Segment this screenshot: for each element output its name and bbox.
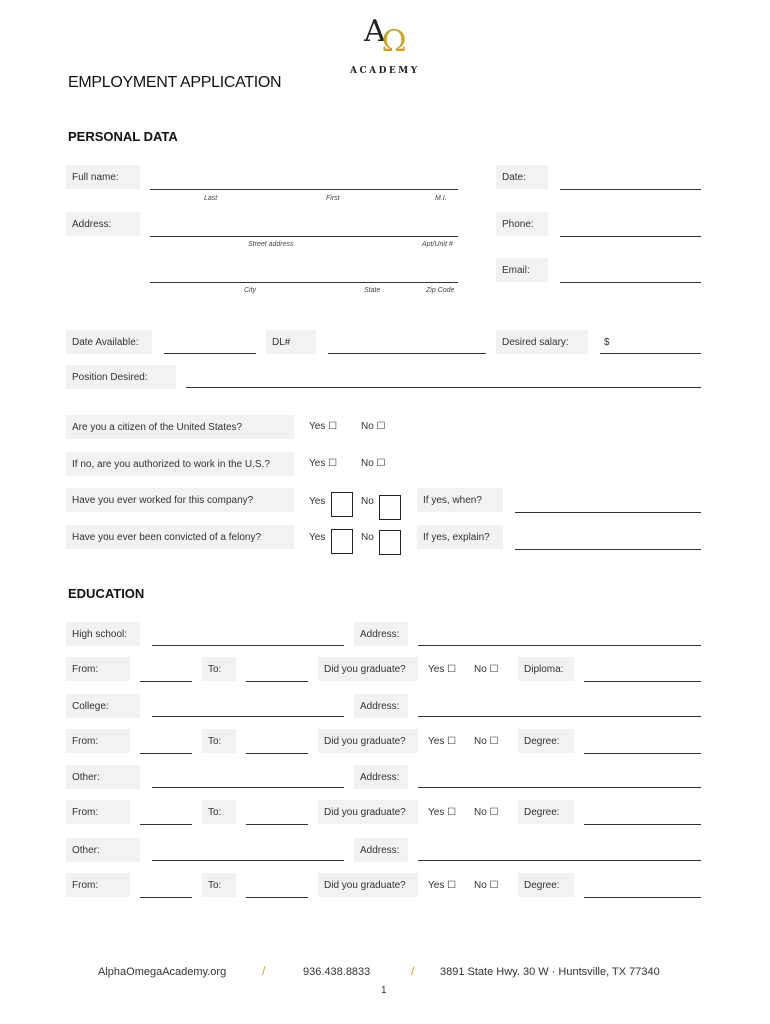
other1-from-label: From: <box>66 800 130 824</box>
desired-salary-label: Desired salary: <box>496 330 588 354</box>
dollar-sign: $ <box>604 337 610 348</box>
other2-degree-field[interactable] <box>584 897 701 898</box>
college-to-field[interactable] <box>246 753 308 754</box>
high-school-yes-checkbox[interactable]: Yes ☐ <box>428 664 457 675</box>
mi-sublabel: M.I. <box>435 195 447 202</box>
email-label: Email: <box>496 258 548 282</box>
other1-degree-field[interactable] <box>584 824 701 825</box>
other2-graduate-label: Did you graduate? <box>318 873 418 897</box>
position-desired-label: Position Desired: <box>66 365 176 389</box>
high-school-address-label: Address: <box>354 622 408 646</box>
high-school-field[interactable] <box>152 645 344 646</box>
other1-to-label: To: <box>202 800 236 824</box>
street-sublabel: Street address <box>248 241 294 248</box>
date-label: Date: <box>496 165 548 189</box>
other1-from-field[interactable] <box>140 824 192 825</box>
college-no-checkbox[interactable]: No ☐ <box>474 736 499 747</box>
other1-graduate-label: Did you graduate? <box>318 800 418 824</box>
diploma-field[interactable] <box>584 681 701 682</box>
other2-field[interactable] <box>152 860 344 861</box>
high-school-to-label: To: <box>202 657 236 681</box>
footer-phone: 936.438.8833 <box>303 966 371 978</box>
high-school-from-label: From: <box>66 657 130 681</box>
state-sublabel: State <box>364 287 381 294</box>
felony-no-checkbox[interactable] <box>379 530 401 555</box>
education-heading: EDUCATION <box>68 586 145 601</box>
college-graduate-label: Did you graduate? <box>318 729 418 753</box>
college-address-label: Address: <box>354 694 408 718</box>
other1-address-label: Address: <box>354 765 408 789</box>
other1-to-field[interactable] <box>246 824 308 825</box>
logo-letters: AΩ <box>364 14 403 59</box>
apt-sublabel: Apt/Unit # <box>422 241 453 248</box>
dl-label: DL# <box>266 330 316 354</box>
high-school-label: High school: <box>66 622 140 646</box>
page-title: EMPLOYMENT APPLICATION <box>68 74 282 91</box>
footer-address: 3891 State Hwy. 30 W · Huntsville, TX 77340 <box>440 966 660 978</box>
high-school-address-field[interactable] <box>418 645 701 646</box>
worked-when-field[interactable] <box>515 512 701 513</box>
high-school-to-field[interactable] <box>246 681 308 682</box>
other2-address-field[interactable] <box>418 860 701 861</box>
worked-no-checkbox[interactable] <box>379 495 401 520</box>
full-name-label: Full name: <box>66 165 140 189</box>
college-degree-label: Degree: <box>518 729 574 753</box>
other2-label: Other: <box>66 838 140 862</box>
page-number: 1 <box>381 985 387 996</box>
city-state-zip-field[interactable] <box>150 282 458 283</box>
felony-no-label: No <box>361 532 374 543</box>
college-from-field[interactable] <box>140 753 192 754</box>
diploma-label: Diploma: <box>518 657 574 681</box>
other2-degree-label: Degree: <box>518 873 574 897</box>
other1-no-checkbox[interactable]: No ☐ <box>474 807 499 818</box>
felony-explain-field[interactable] <box>515 549 701 550</box>
personal-data-heading: PERSONAL DATA <box>68 129 178 144</box>
date-field[interactable] <box>560 189 701 190</box>
high-school-no-checkbox[interactable]: No ☐ <box>474 664 499 675</box>
other1-yes-checkbox[interactable]: Yes ☐ <box>428 807 457 818</box>
college-field[interactable] <box>152 716 344 717</box>
other2-address-label: Address: <box>354 838 408 862</box>
worked-no-label: No <box>361 496 374 507</box>
phone-label: Phone: <box>496 212 548 236</box>
email-field[interactable] <box>560 282 701 283</box>
authorized-question: If no, are you authorized to work in the U.S.? <box>66 452 294 476</box>
date-available-field[interactable] <box>164 353 256 354</box>
other1-degree-label: Degree: <box>518 800 574 824</box>
last-sublabel: Last <box>204 195 218 202</box>
academy-logo <box>350 14 422 80</box>
felony-explain-label: If yes, explain? <box>417 525 503 549</box>
felony-yes-label: Yes <box>309 532 326 543</box>
date-available-label: Date Available: <box>66 330 152 354</box>
other2-yes-checkbox[interactable]: Yes ☐ <box>428 880 457 891</box>
worked-when-label: If yes, when? <box>417 488 503 512</box>
worked-yes-checkbox[interactable] <box>331 492 353 517</box>
other2-to-field[interactable] <box>246 897 308 898</box>
high-school-graduate-label: Did you graduate? <box>318 657 418 681</box>
other2-from-label: From: <box>66 873 130 897</box>
college-address-field[interactable] <box>418 716 701 717</box>
college-to-label: To: <box>202 729 236 753</box>
college-from-label: From: <box>66 729 130 753</box>
street-address-field[interactable] <box>150 236 458 237</box>
footer-website: AlphaOmegaAcademy.org <box>98 966 227 978</box>
first-sublabel: First <box>326 195 340 202</box>
phone-field[interactable] <box>560 236 701 237</box>
desired-salary-field[interactable] <box>600 353 701 354</box>
worked-yes-label: Yes <box>309 496 326 507</box>
worked-here-question: Have you ever worked for this company? <box>66 488 294 512</box>
position-desired-field[interactable] <box>186 387 701 388</box>
felony-question: Have you ever been convicted of a felony? <box>66 525 294 549</box>
other1-label: Other: <box>66 765 140 789</box>
college-label: College: <box>66 694 140 718</box>
citizen-question: Are you a citizen of the United States? <box>66 415 294 439</box>
high-school-from-field[interactable] <box>140 681 192 682</box>
citizen-no-checkbox[interactable]: No ☐ <box>361 421 386 432</box>
college-yes-checkbox[interactable]: Yes ☐ <box>428 736 457 747</box>
other1-field[interactable] <box>152 787 344 788</box>
zip-sublabel: Zip Code <box>426 287 455 294</box>
city-sublabel: City <box>244 287 257 294</box>
other2-to-label: To: <box>202 873 236 897</box>
other2-from-field[interactable] <box>140 897 192 898</box>
authorized-yes-checkbox[interactable]: Yes ☐ <box>309 458 338 469</box>
other2-no-checkbox[interactable]: No ☐ <box>474 880 499 891</box>
felony-yes-checkbox[interactable] <box>331 529 353 554</box>
footer-separator-1: / <box>262 964 266 978</box>
address-label: Address: <box>66 212 140 236</box>
college-degree-field[interactable] <box>584 753 701 754</box>
citizen-yes-checkbox[interactable]: Yes ☐ <box>309 421 338 432</box>
other1-address-field[interactable] <box>418 787 701 788</box>
footer-separator-2: / <box>411 964 415 978</box>
logo-name: ACADEMY <box>350 66 420 76</box>
full-name-field[interactable] <box>150 189 458 190</box>
authorized-no-checkbox[interactable]: No ☐ <box>361 458 386 469</box>
dl-field[interactable] <box>328 353 486 354</box>
